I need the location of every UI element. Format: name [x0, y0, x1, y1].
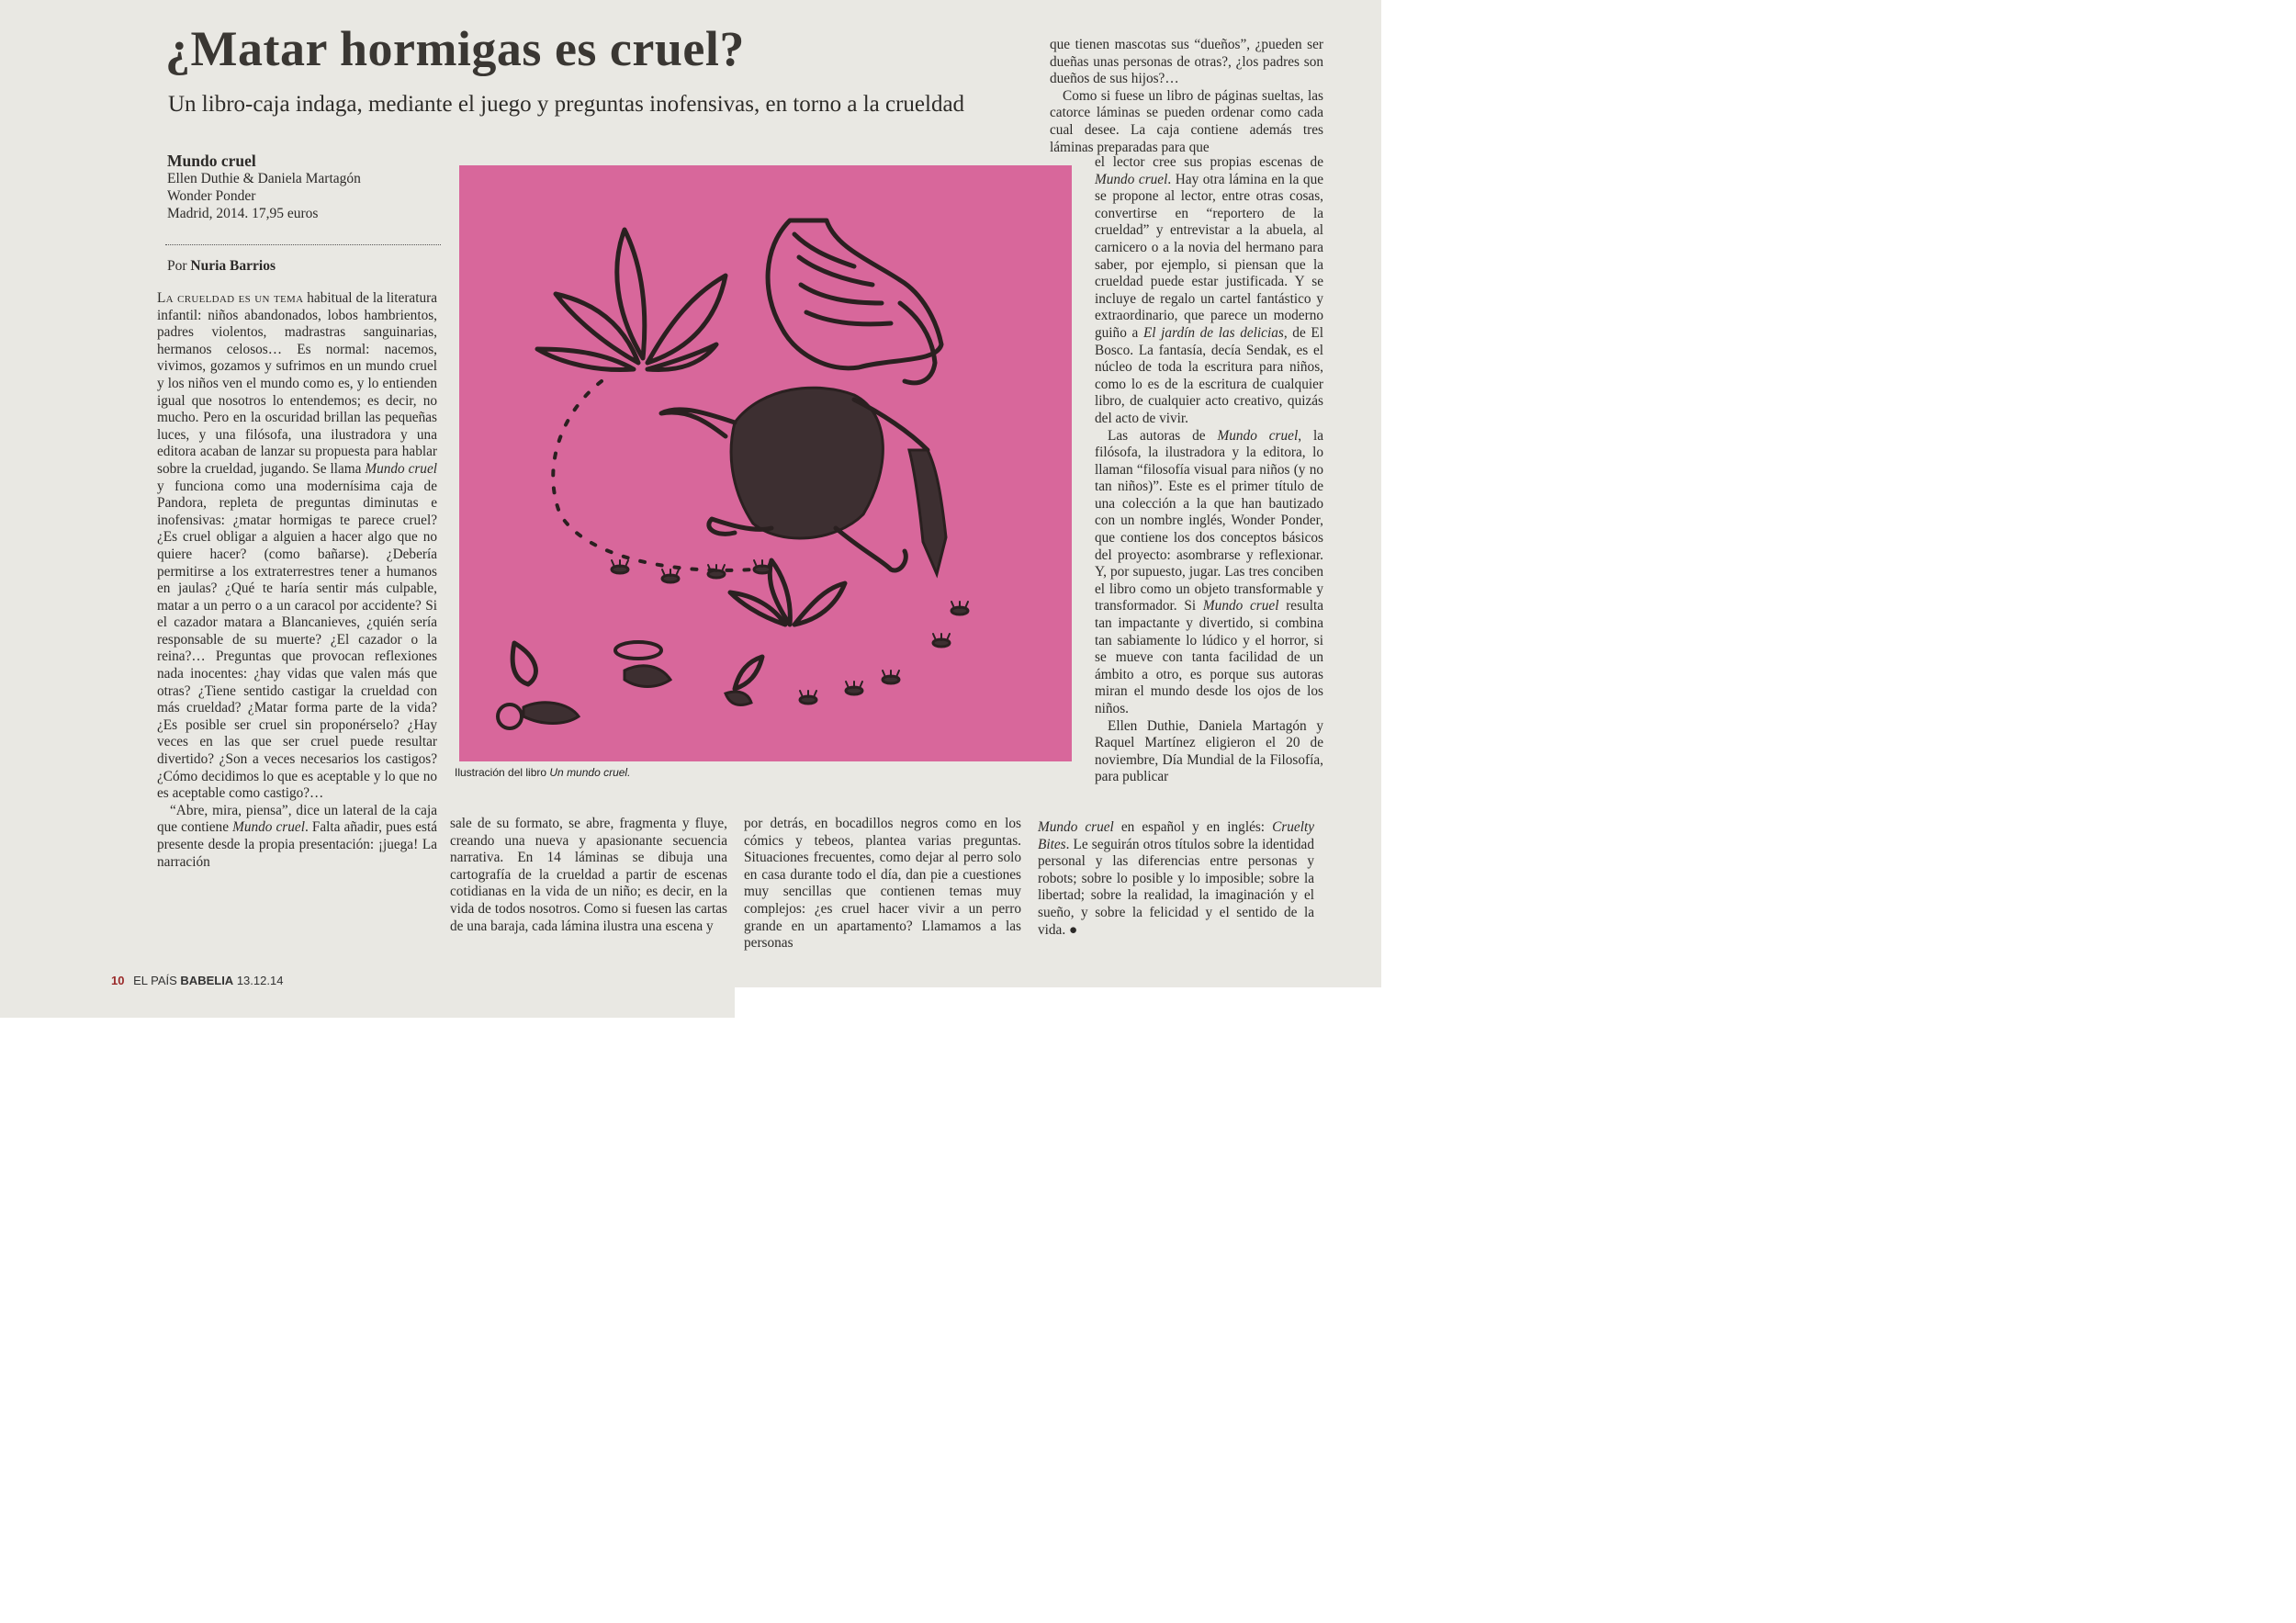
col4-paragraph-5b: Mundo cruel en español y en inglés: Cruelty Bites. Le seguirán otros títulos sobre la identidad personal y las diferencias entre personas y robots; sobre lo posible y lo imposible; sobre la libertad; sobre la realidad, la imaginación y el sueño, y sobre la felicidad y el sentido de la vida. ●: [1038, 819, 1314, 938]
book-publisher: Wonder Ponder: [167, 188, 256, 204]
book-info: [167, 152, 361, 222]
column-4-top: [1050, 37, 1323, 156]
col2-paragraph: sale de su formato, se abre, fragmenta y fluye, creando una nueva y apasionante secuencia narrativa. En 14 láminas se dibuja una cartografía de la crueldad a partir de escenas cotidianas en la vida de un niño; es decir, en la vida de todos nosotros. Como si fuesen las cartas de una baraja, cada lámina ilustra una escena y: [450, 816, 727, 934]
col1-paragraph-2: “Abre, mira, piensa”, dice un lateral de la caja que contiene Mundo cruel. Falta añadir, pues está presente desde la propia presentación: ¡juega! La narración: [157, 802, 437, 870]
column-4-main: [1095, 154, 1323, 786]
col1-paragraph-1: La crueldad es un tema habitual de la literatura infantil: niños abandonados, lobos hambrientos, padres violentos, madrastras sanguinarias, hermanos celosos… Es normal: nacemos, vivimos, gozamos y sufrimos en un mundo cruel y los niños ven el mundo como es, y lo entienden igual que nosotros lo entendemos; es decir, no mucho. Pero en la oscuridad brillan las pequeñas luces, y una filósofa, una ilustradora y una editora acaban de lanzar su propuesta para hablar sobre la crueldad, jugando. Se llama Mundo cruel y funciona como una modernísima caja de Pandora, repleta de preguntas diminutas e inofensivas: ¿matar hormigas te parece cruel? ¿Es cruel obligar a alguien a hacer algo que no quiere hacer? (como bañarse). ¿Debería permitirse a los extraterrestres tener a humanos en jaulas? ¿Qué te haría sentir más culpable, matar a un perro o a un caracol por accidente? Si el cazador matara a Blancanieves, ¿quién sería responsable de su muerte? ¿El cazador o la reina?… Preguntas que provocan reflexiones nada inocentes: ¿hay vidas que valen más que otras? ¿Tiene sentido castigar la crueldad con más crueldad? ¿Matar forma parte de la vida? ¿Es posible ser cruel sin proponérselo? ¿Hay veces en las que ser cruel puede resultar divertido? ¿Son a veces necesarios los castigos? ¿Cómo decidimos lo que es aceptable y lo que no es aceptable como castigo?…: [157, 290, 437, 802]
scan-blank-area: [735, 987, 1420, 1018]
page-footer: [111, 974, 283, 987]
col4-paragraph-4: Las autoras de Mundo cruel, la filósofa, la ilustradora y la editora, lo llaman “filosofía visual para niños (y no tan niños)”. Este es el primer título de una colección a la que han bautizado con un nombre inglés, Wonder Ponder, que contiene los dos conceptos básicos del proyecto: asombrarse y reflexionar. Y, por supuesto, jugar. Las tres conciben el libro como un objeto transformable y transformador. Si Mundo cruel resulta tan impactante y divertido, si combina tan sabiamente lo lúdico y el horror, si se mueve con tanta facilidad de un ámbito a otro, es porque sus autoras miran el mundo desde los ojos de los niños.: [1095, 427, 1323, 716]
column-1: [157, 290, 437, 871]
girl-figure: [661, 220, 946, 574]
col4-paragraph-1: que tienen mascotas sus “dueños”, ¿pueden ser dueñas unas personas de otras?, ¿los padres son dueños de sus hijos?…: [1050, 37, 1323, 87]
col4-paragraph-2: Como si fuese un libro de páginas sueltas, las catorce láminas se pueden ordenar como cada cual desee. La caja contiene además tres láminas preparadas para que: [1050, 87, 1323, 155]
column-4-bottom: [1038, 819, 1314, 939]
creatures-icon: [498, 642, 762, 728]
book-authors: Ellen Duthie & Daniela Martagón: [167, 171, 361, 186]
illustration-caption: Ilustración del libro Un mundo cruel.: [455, 766, 631, 779]
col4-paragraph-3: el lector cree sus propias escenas de Mundo cruel. Hay otra lámina en la que se propone al lector, entre otras cosas, convertirse en “reportero de la crueldad” y entrevistar a la abuela, al carnicero o a la novia del hermano para saber, por ejemplo, si piensan que la crueldad puede estar justificada. Y se incluye de regalo un cartel fantástico y extraordinario, que parece un moderno guiño a El jardín de las delicias, de El Bosco. La fantasía, decía Sendak, es el núcleo de toda la escritura para niños, como lo es de la escritura de cualquier libro, de cualquier acto creativo, quizás del acto de vivir.: [1095, 154, 1324, 426]
col3-paragraph: por detrás, en bocadillos negros como en los cómics y tebeos, plantea varias preguntas. Situaciones frecuentes, como dejar al perro solo en casa durante todo el día, dan pie a cuestiones muy sencillas que contienen temas muy complejos: ¿es cruel hacer vivir a un perro grande en un apartamento? Llamamos a las personas: [744, 816, 1021, 952]
newspaper-name: EL PAÍS: [133, 974, 177, 987]
article-title: ¿Matar hormigas es cruel?: [165, 21, 745, 76]
end-mark: ●: [1069, 921, 1078, 938]
byline-author: Nuria Barrios: [190, 258, 276, 274]
byline: [167, 258, 276, 275]
dotted-divider: [165, 244, 441, 245]
issue-date: 13.12.14: [236, 974, 284, 987]
book-title: Mundo cruel: [167, 152, 256, 170]
plant-icon: [537, 230, 726, 370]
scan-blank-edge: [1381, 0, 1420, 987]
article-subtitle: Un libro-caja indaga, mediante el juego y preguntas inofensivas, en torno a la crueldad: [168, 92, 965, 117]
col4-paragraph-5a: Ellen Duthie, Daniela Martagón y Raquel Martínez eligieron el 20 de noviembre, Día Mundial de la Filosofía, para publicar: [1095, 717, 1323, 785]
book-details: Madrid, 2014. 17,95 euros: [167, 206, 319, 221]
page-number: 10: [111, 974, 125, 987]
illustration-drawing: [459, 165, 1072, 761]
column-3: [744, 816, 1021, 952]
dotted-trail: [553, 381, 753, 570]
column-2: [450, 816, 727, 935]
newspaper-page-bottom: [0, 987, 735, 1018]
col1-lead: La crueldad es un tema: [157, 290, 304, 306]
byline-prefix: Por: [167, 258, 187, 274]
section-name: BABELIA: [180, 974, 234, 987]
illustration: [459, 165, 1072, 761]
